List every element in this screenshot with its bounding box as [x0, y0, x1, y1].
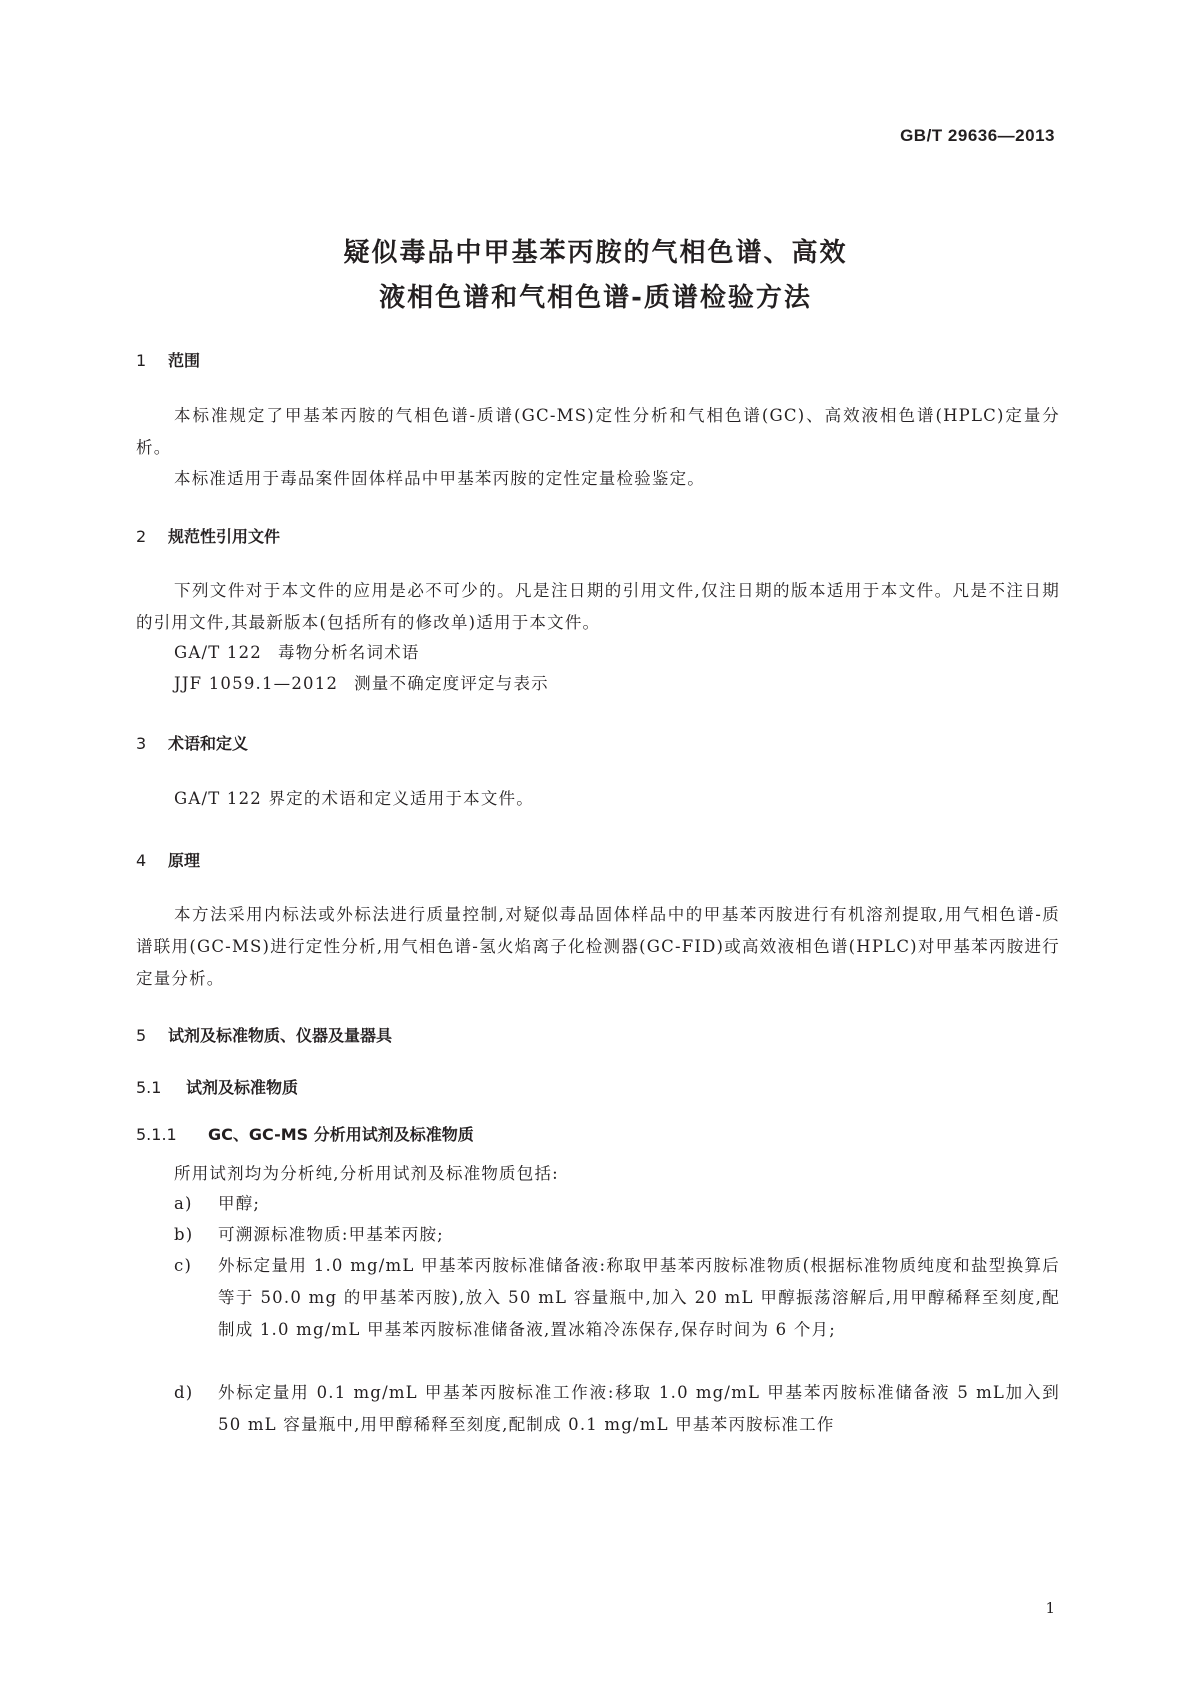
- standard-code: GB/T 29636—2013: [900, 126, 1055, 145]
- section-3-paragraph-1: GA/T 122 界定的术语和定义适用于本文件。: [174, 789, 534, 808]
- section-title: 试剂及标准物质: [186, 1078, 299, 1097]
- section-number: 3: [136, 734, 147, 753]
- section-number: 5: [136, 1026, 147, 1045]
- list-item-text: 甲醇;: [218, 1194, 261, 1213]
- list-item: [174, 1250, 1060, 1346]
- section-title: GC、GC-MS 分析用试剂及标准物质: [208, 1125, 474, 1144]
- section-title: 原理: [168, 851, 201, 870]
- section-2-paragraph-1: 下列文件对于本文件的应用是必不可少的。凡是注日期的引用文件,仅注日期的版本适用于本文件。凡是不注日期的引用文件,其最新版本(包括所有的修改单)适用于本文件。: [136, 581, 1060, 632]
- section-number: 2: [136, 527, 147, 546]
- section-1-heading: [136, 348, 200, 371]
- section-number: 4: [136, 851, 147, 870]
- list-item-label: a): [174, 1194, 193, 1213]
- section-2-heading: [136, 524, 280, 547]
- list-item: [174, 1188, 1060, 1220]
- list-item-label: d): [174, 1383, 194, 1402]
- reference-title: 测量不确定度评定与表示: [354, 674, 549, 693]
- page-number: 1: [1045, 1599, 1055, 1617]
- document-title-line-2: 液相色谱和气相色谱-质谱检验方法: [379, 283, 812, 313]
- section-1-paragraph-1: 本标准规定了甲基苯丙胺的气相色谱-质谱(GC-MS)定性分析和气相色谱(GC)、高效液相色谱(HPLC)定量分析。: [136, 406, 1060, 457]
- section-5-heading: [136, 1023, 392, 1046]
- document-title-line-1: 疑似毒品中甲基苯丙胺的气相色谱、高效: [343, 238, 848, 268]
- reference-title: 毒物分析名词术语: [278, 643, 420, 662]
- reference-code: JJF 1059.1—2012: [174, 674, 339, 693]
- section-number: 1: [136, 351, 147, 370]
- list-item-label: b): [174, 1225, 194, 1244]
- list-item: [174, 1219, 1060, 1251]
- section-5-1-1-intro: 所用试剂均为分析纯,分析用试剂及标准物质包括:: [174, 1164, 559, 1183]
- section-title: 术语和定义: [168, 734, 249, 753]
- list-item: [174, 1377, 1060, 1441]
- section-title: 试剂及标准物质、仪器及量器具: [168, 1026, 393, 1045]
- list-item-text: 外标定量用 1.0 mg/mL 甲基苯丙胺标准储备液:称取甲基苯丙胺标准物质(根据标准物质纯度和盐型换算后等于 50.0 mg 的甲基苯丙胺),放入 50 mL 容量瓶中,加入 20 mL 甲醇振荡溶解后,用甲醇稀释至刻度,配制成 1.0 mg/mL 甲基苯丙胺标准储备液,置冰箱冷冻保存,保存时间为 6 个月;: [218, 1256, 1060, 1339]
- section-title: 规范性引用文件: [168, 527, 281, 546]
- reference-item: [174, 668, 549, 700]
- reference-item: [174, 637, 420, 669]
- list-item-text: 外标定量用 0.1 mg/mL 甲基苯丙胺标准工作液:移取 1.0 mg/mL 甲基苯丙胺标准储备液 5 mL加入到 50 mL 容量瓶中,用甲醇稀释至刻度,配制成 0.1 mg/mL 甲基苯丙胺标准工作: [218, 1383, 1060, 1434]
- reference-code: GA/T 122: [174, 643, 262, 662]
- section-4-paragraph-1: 本方法采用内标法或外标法进行质量控制,对疑似毒品固体样品中的甲基苯丙胺进行有机溶剂提取,用气相色谱-质谱联用(GC-MS)进行定性分析,用气相色谱-氢火焰离子化检测器(GC-FID)或高效液相色谱(HPLC)对甲基苯丙胺进行定量分析。: [136, 905, 1060, 988]
- section-5-1-heading: [136, 1075, 298, 1098]
- section-title: 范围: [168, 351, 201, 370]
- list-item-text: 可溯源标准物质:甲基苯丙胺;: [218, 1225, 444, 1244]
- section-5-1-1-heading: [136, 1122, 474, 1145]
- section-4-heading: [136, 848, 200, 871]
- section-3-heading: [136, 731, 248, 754]
- section-1-paragraph-2: 本标准适用于毒品案件固体样品中甲基苯丙胺的定性定量检验鉴定。: [174, 469, 705, 488]
- list-item-label: c): [174, 1256, 193, 1275]
- section-number: 5.1: [136, 1078, 162, 1097]
- section-number: 5.1.1: [136, 1125, 177, 1144]
